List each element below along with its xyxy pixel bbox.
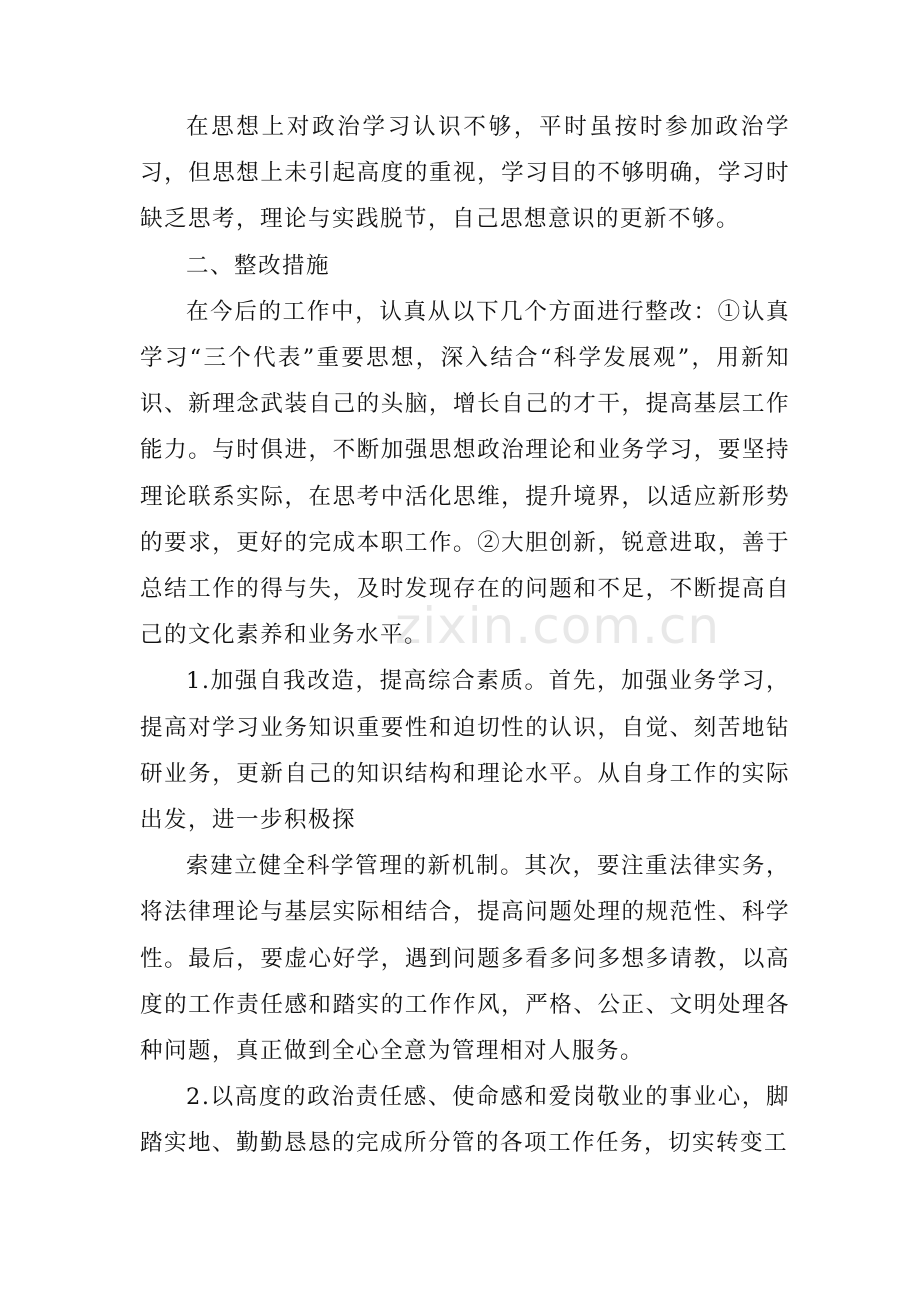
paragraph-item-1: 1.加强自我改造，提高综合素质。首先，加强业务学习，提高对学习业务知识重要性和迫切性的认识，自觉、刻苦地钻研业务，更新自己的知识结构和理论水平。从自身工作的实际出发，进一步积极探: [140, 668, 790, 834]
document-body: [140, 104, 790, 1167]
section-heading-rectification: 二、整改措施: [186, 252, 331, 279]
watermark: zixin.com.cn: [395, 597, 721, 655]
paragraph-rectification-plan: 在今后的工作中，认真从以下几个方面进行整改：①认真学习“三个代表”重要思想，深入结合“科学发展观”，用新知识、新理念武装自己的头脑，增长自己的才干，提高基层工作能力。与时俱进，不断加强思想政治理论和业务学习，要坚持理论联系实际，在思考中活化思维，提升境界，以适应新形势的要求，更好的完成本职工作。②大胆创新，锐意进取，善于总结工作的得与失，及时发现存在的问题和不足，不断提高自己的文化素养和业务水平。: [140, 298, 790, 649]
paragraph-item-2: 2.以高度的政治责任感、使命感和爱岗敬业的事业心，脚踏实地、勤勤恳恳的完成所分管的各项工作任务，切实转变工: [140, 1084, 790, 1157]
paragraph-item-1-continued: 索建立健全科学管理的新机制。其次，要注重法律实务，将法律理论与基层实际相结合，提高问题处理的规范性、科学性。最后，要虚心好学，遇到问题多看多问多想多请教，以高度的工作责任感和踏实的工作作风，严格、公正、文明处理各种问题，真正做到全心全意为管理相对人服务。: [140, 853, 790, 1065]
paragraph-self-criticism: 在思想上对政治学习认识不够，平时虽按时参加政治学习，但思想上未引起高度的重视，学习目的不够明确，学习时缺乏思考，理论与实践脱节，自己思想意识的更新不够。: [140, 114, 790, 233]
